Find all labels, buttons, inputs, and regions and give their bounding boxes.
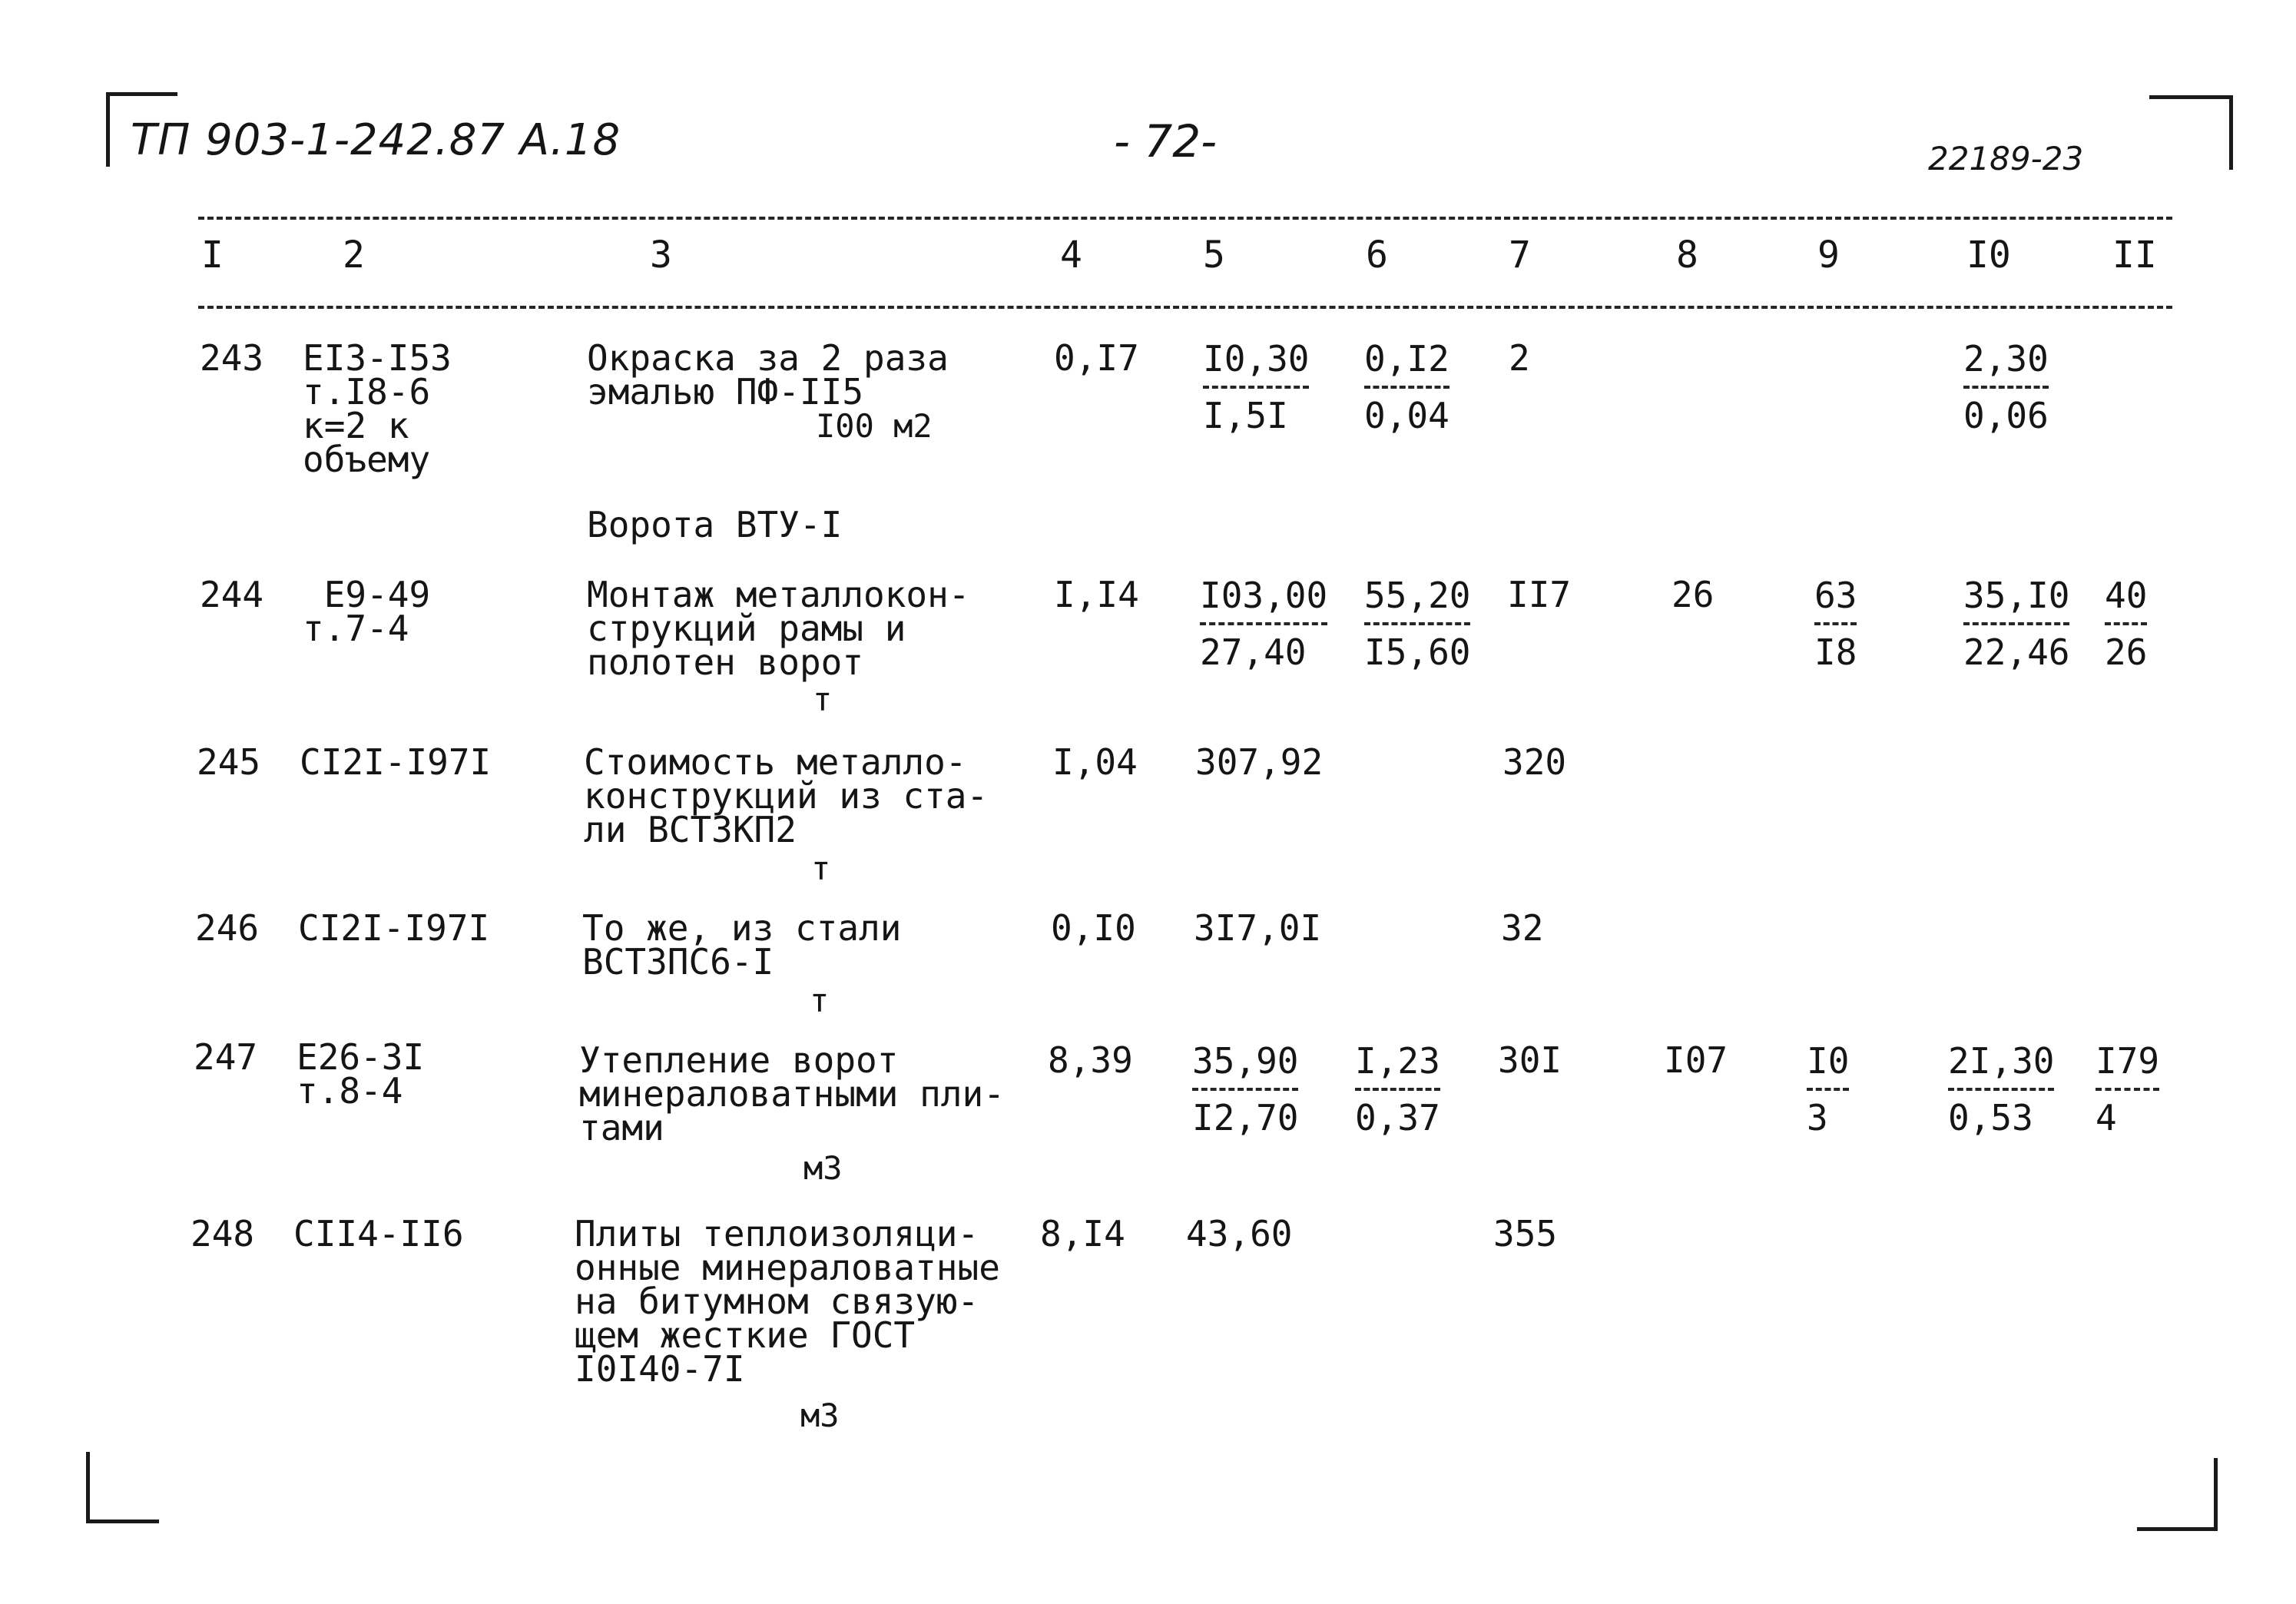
cost-col5: 3I7,0I [1194,907,1322,949]
column-header-7: 7 [1509,234,1531,277]
cost-col6-bottom: 0,04 [1364,395,1449,436]
col11-top: 40 [2105,575,2148,616]
cost-col5-bottom: I2,70 [1192,1097,1299,1138]
col9-top: 63 [1814,575,1857,616]
frame-corner-bottom-right [2137,1458,2218,1531]
frame-corner-top-right [2149,95,2233,170]
cost-col5-bottom: 27,40 [1200,631,1307,673]
row-number: 243 [200,337,264,379]
column-header-3: 3 [650,234,672,277]
total-cost: 32 [1501,907,1544,949]
cost-col5 [1203,338,1310,436]
work-description: Монтаж металлокон- струкций рамы и полотен ворот [587,574,970,683]
col8-value: I07 [1664,1039,1728,1081]
cost-col6-top: 0,I2 [1364,338,1449,379]
work-description: Окраска за 2 раза эмалью ПФ-II5 [587,337,949,413]
document-code: ТП 903-1-242.87 А.18 [131,115,621,165]
cost-col5 [1200,575,1328,673]
row-number: 246 [195,907,260,949]
cost-col5-bottom: I,5I [1203,395,1288,436]
col9-top: I0 [1807,1040,1850,1082]
table-header-rule [198,306,2172,309]
quantity: I,I4 [1054,574,1139,615]
column-header-1: I [201,234,224,277]
labor-col10 [1963,338,2049,436]
row-number: 245 [197,741,261,783]
work-description: Стоимость металло- конструкций из ста- ли ВСТЗКП2 [584,741,989,850]
total-cost: 320 [1503,741,1567,783]
work-description: Утепление ворот минераловатными пли- тами [579,1039,1005,1148]
cost-col6-top: I,23 [1355,1040,1440,1082]
col11-bottom: 4 [2096,1097,2117,1138]
norm-code: CI2I-I97I [300,741,492,783]
frame-corner-bottom-left [86,1452,159,1523]
column-header-5: 5 [1203,234,1225,277]
norm-code: E9-49 т.7-4 [303,574,431,649]
column-header-4: 4 [1060,234,1082,277]
total-cost: II7 [1507,574,1572,615]
row-number: 248 [191,1213,255,1254]
section-title: Ворота ВТУ-I [587,504,843,545]
work-description: Плиты теплоизоляци- онные минераловатные на битумном связую- щем жесткие ГОСТ I0I40-7I [575,1213,1000,1390]
cost-col6 [1355,1040,1440,1138]
cost-col5 [1192,1040,1299,1138]
col9 [1814,575,1857,673]
row-number: 247 [194,1036,258,1078]
col9-bottom: I8 [1814,631,1857,673]
cost-col6-bottom: 0,37 [1355,1097,1440,1138]
document-id: 22189-23 [1928,140,2084,177]
unit-of-measure: т [811,850,831,887]
cost-col5: 43,60 [1186,1213,1293,1254]
labor-col10-bottom: 0,53 [1948,1097,2033,1138]
column-header-8: 8 [1676,234,1698,277]
column-header-10: I0 [1966,234,2011,277]
cost-col6 [1364,338,1449,436]
quantity: 8,I4 [1040,1213,1125,1254]
norm-code: EI3-I53 т.I8-6 к=2 к объему [303,337,452,480]
quantity: 0,I0 [1051,907,1136,949]
labor-col10 [1963,575,2070,673]
page-number: - 72- [1114,115,1218,167]
labor-col10-top: 35,I0 [1963,575,2070,616]
unit-of-measure: м3 [803,1149,843,1187]
quantity: 0,I7 [1054,337,1139,379]
column-header-9: 9 [1817,234,1840,277]
col11-top: I79 [2096,1040,2160,1082]
col9-bottom: 3 [1807,1097,1828,1138]
unit-of-measure: I00 м2 [816,407,933,445]
labor-col10-top: 2I,30 [1948,1040,2055,1082]
labor-col10 [1948,1040,2055,1138]
column-header-11: II [2112,234,2157,277]
unit-of-measure: т [810,982,830,1019]
quantity: I,04 [1052,741,1138,783]
col11-bottom: 26 [2105,631,2148,673]
column-header-6: 6 [1366,234,1388,277]
total-cost: 30I [1498,1039,1562,1081]
col9 [1807,1040,1850,1138]
col8-value: 26 [1671,574,1715,615]
column-header-2: 2 [343,234,365,277]
labor-col10-bottom: 0,06 [1963,395,2049,436]
cost-col6 [1364,575,1471,673]
cost-col5: 307,92 [1195,741,1324,783]
labor-col10-bottom: 22,46 [1963,631,2070,673]
labor-col10-top: 2,30 [1963,338,2049,379]
cost-col5-top: I0,30 [1203,338,1310,379]
cost-col5-top: 35,90 [1192,1040,1299,1082]
table-top-rule [198,217,2172,220]
norm-code: E26-3I т.8-4 [297,1036,425,1112]
cost-col5-top: I03,00 [1200,575,1328,616]
col11 [2105,575,2148,673]
unit-of-measure: м3 [800,1397,840,1434]
quantity: 8,39 [1048,1039,1133,1081]
unit-of-measure: т [813,681,833,718]
norm-code: CII4-II6 [293,1213,464,1254]
work-description: То же, из стали ВСТЗПС6-I [582,907,902,983]
norm-code: CI2I-I97I [298,907,490,949]
row-number: 244 [200,574,264,615]
cost-col6-bottom: I5,60 [1364,631,1471,673]
total-cost: 2 [1509,337,1530,379]
total-cost: 355 [1493,1213,1558,1254]
col11 [2096,1040,2160,1138]
cost-col6-top: 55,20 [1364,575,1471,616]
